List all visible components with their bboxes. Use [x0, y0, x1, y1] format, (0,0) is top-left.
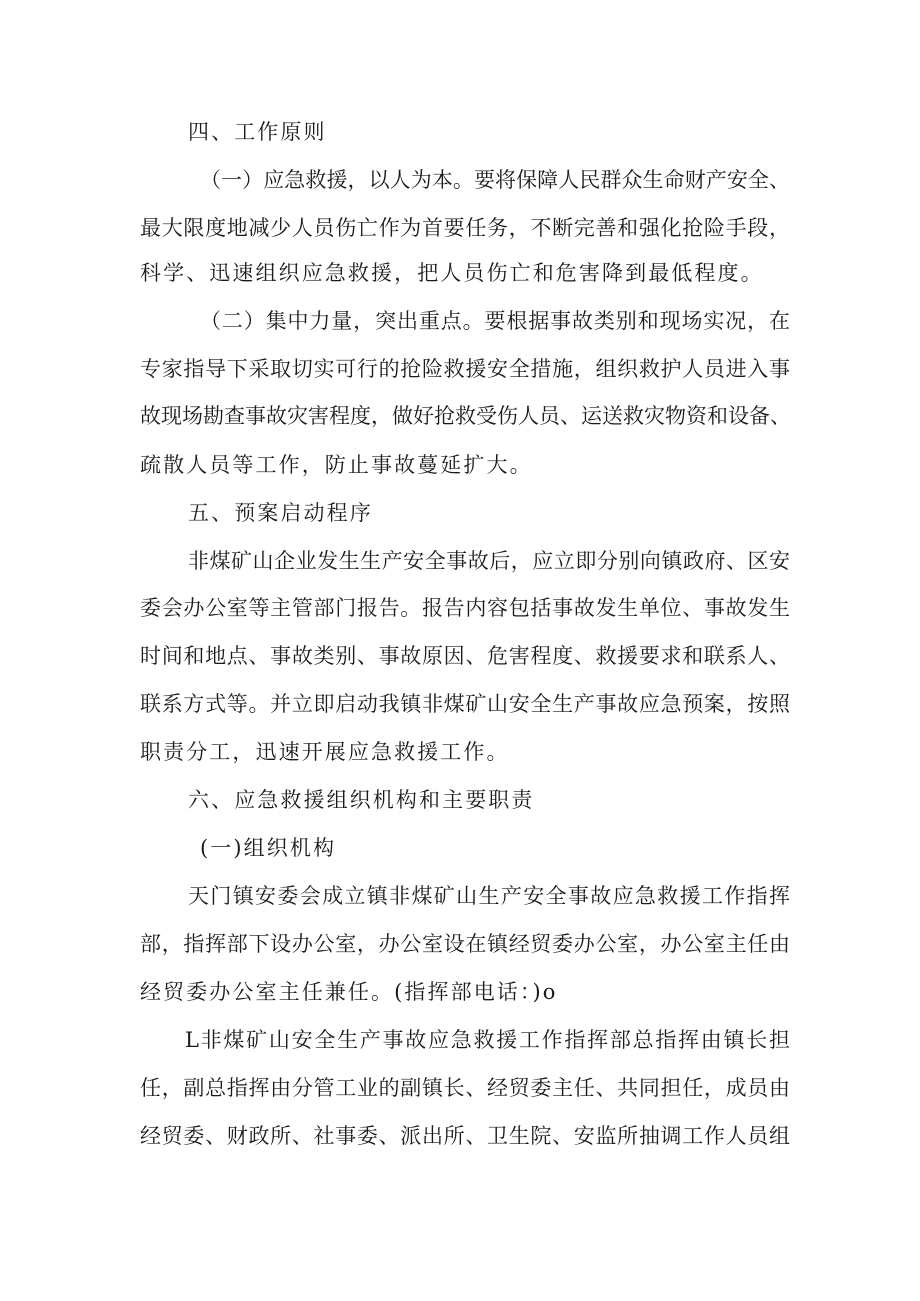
paragraph-line: 故现场勘查事故灾害程度，做好抢救受伤人员、运送救灾物资和设备、 — [140, 404, 791, 428]
paragraph-line: 科学、迅速组织应急救援，把人员伤亡和危害降到最低程度。 — [140, 261, 764, 285]
paragraph-line: 天门镇安委会成立镇非煤矿山生产安全事故应急救援工作指挥 — [188, 884, 790, 908]
paragraph-line: （二）集中力量，突出重点。要根据事故类别和现场实况，在 — [200, 309, 790, 333]
paragraph-line: L非煤矿山安全生产事故应急救援工作指挥部总指挥由镇长担 — [185, 1028, 790, 1052]
paragraph-line: 最大限度地减少人员伤亡作为首要任务，不断完善和强化抢险手段， — [140, 216, 790, 240]
section-heading-organization: 六、应急救援组织机构和主要职责 — [188, 788, 535, 812]
paragraph-line: 疏散人员等工作，防止事故蔓延扩大。 — [140, 453, 533, 477]
paragraph-line: （一）应急救援，以人为本。要将保障人民群众生命财产安全、 — [200, 168, 790, 192]
subsection-heading-organization: (一)组织机构 — [200, 836, 337, 860]
section-heading-principles: 四、工作原则 — [188, 120, 327, 144]
paragraph-line: 经贸委办公室主任兼任。(指挥部电话：)o — [140, 980, 558, 1004]
paragraph-line: 部，指挥部下设办公室，办公室设在镇经贸委办公室，办公室主任由 — [140, 932, 790, 956]
paragraph-line: 任，副总指挥由分管工业的副镇长、经贸委主任、共同担任，成员由 — [140, 1076, 790, 1100]
paragraph-line: 非煤矿山企业发生生产安全事故后，应立即分别向镇政府、区安 — [188, 549, 790, 573]
paragraph-line: 经贸委、财政所、社事委、派出所、卫生院、安监所抽调工作人员组 — [140, 1124, 790, 1148]
paragraph-line: 联系方式等。并立即启动我镇非煤矿山安全生产事故应急预案，按照 — [140, 692, 790, 716]
section-heading-plan-activation: 五、预案启动程序 — [188, 501, 373, 525]
paragraph-line: 专家指导下采取切实可行的抢险救援安全措施，组织救护人员进入事 — [140, 357, 790, 381]
paragraph-line: 时间和地点、事故类别、事故原因、危害程度、救援要求和联系人、 — [140, 644, 790, 668]
paragraph-line: 职责分工，迅速开展应急救援工作。 — [140, 740, 510, 764]
paragraph-line: 委会办公室等主管部门报告。报告内容包括事故发生单位、事故发生 — [140, 596, 790, 620]
